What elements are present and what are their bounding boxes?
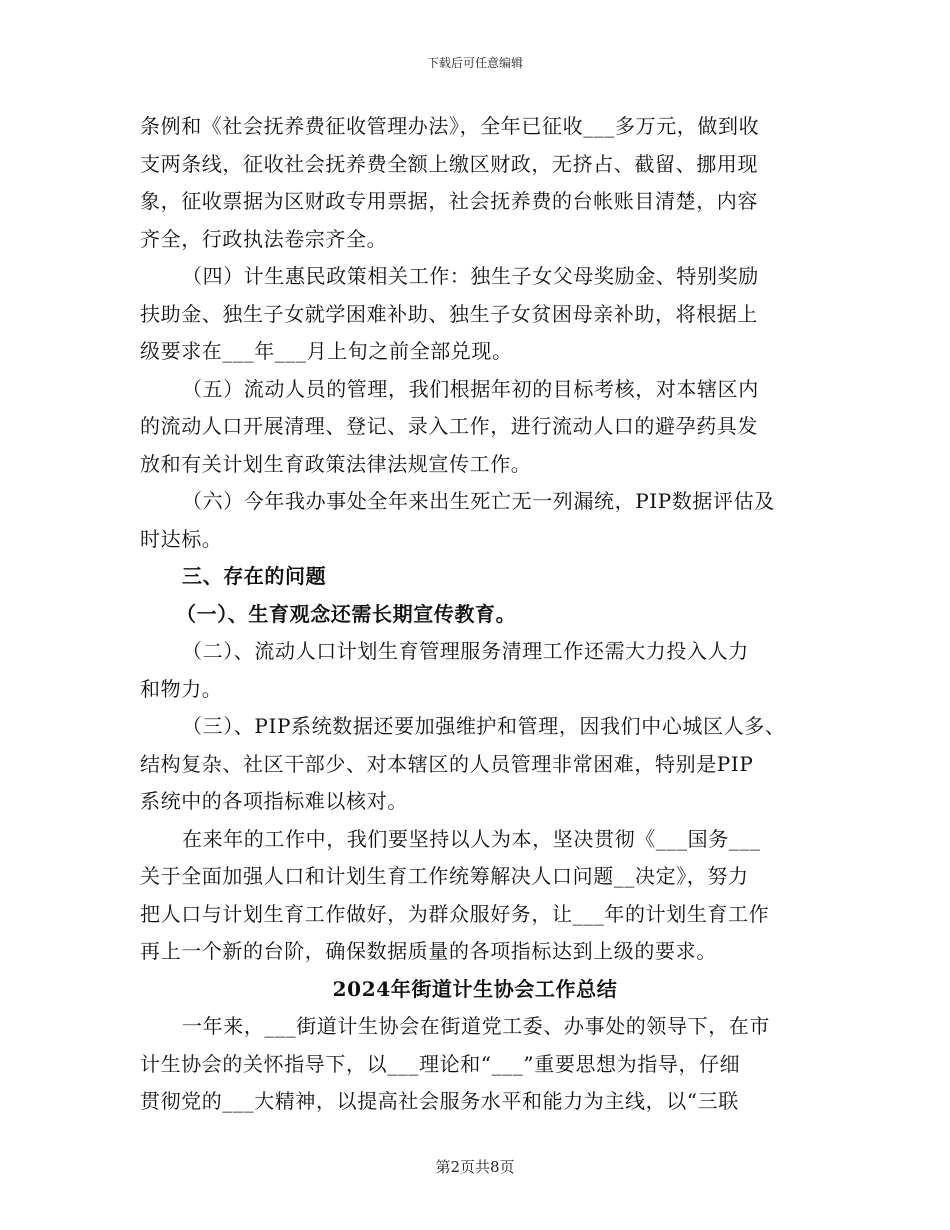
paragraph-line: 结构复杂、社区干部少、对本辖区的人员管理非常困难，特别是PIP	[140, 751, 754, 776]
section-heading: 三、存在的问题	[182, 564, 327, 588]
paragraph-line: 计生协会的关怀指导下，以___理论和“___”重要思想为指导，仔细	[140, 1051, 741, 1076]
paragraph-line: 齐全，行政执法卷宗齐全。	[140, 226, 388, 251]
paragraph-line: （二）、流动人口计划生育管理服务清理工作还需大力投入人力	[182, 639, 749, 663]
paragraph-line: 系统中的各项指标难以核对。	[140, 789, 408, 813]
document-body	[140, 108, 820, 1121]
paragraph-line: 把人口与计划生育工作做好，为群众服好务，让___年的计划生育工作	[140, 901, 770, 926]
paragraph-line: 再上一个新的台阶，确保数据质量的各项指标达到上级的要求。	[140, 939, 717, 963]
paragraph-line: 象，征收票据为区财政专用票据，社会抚养费的台帐账目清楚，内容	[140, 189, 758, 213]
paragraph-line: 级要求在___年___月上旬之前全部兑现。	[140, 339, 513, 363]
paragraph-line: （三）、PIP系统数据还要加强维护和管理，因我们中心城区人多、	[182, 714, 786, 738]
paragraph-line: 和物力。	[140, 676, 223, 701]
paragraph-line: 一年来，___街道计生协会在街道党工委、办事处的领导下，在市	[182, 1014, 770, 1038]
paragraph-line: 条例和《社会抚养费征收管理办法》，全年已征收___多万元，做到收	[140, 114, 760, 138]
paragraph-line: 放和有关计划生育政策法律法规宣传工作。	[140, 451, 532, 476]
paragraph-line: （六）今年我办事处全年来出生死亡无一列漏统，PIP数据评估及	[182, 489, 775, 513]
paragraph-line: 贯彻党的___大精神，以提高社会服务水平和能力为主线，以“三联	[140, 1089, 739, 1113]
paragraph-line: （四）计生惠民政策相关工作：独生子女父母奖励金、特别奖励	[182, 264, 759, 288]
paragraph-line: 支两条线，征收社会抚养费全额上缴区财政，无挤占、截留、挪用现	[140, 151, 758, 176]
document-title: 2024年街道计生协会工作总结	[332, 976, 618, 1001]
header-note: 下载后可任意编辑	[426, 56, 523, 70]
page-number: 第2页共8页	[435, 1158, 515, 1176]
paragraph-line: 的流动人口开展清理、登记、录入工作，进行流动人口的避孕药具发	[140, 414, 758, 438]
paragraph-line: 关于全面加强人口和计划生育工作统筹解决人口问题__决定》，努力	[140, 864, 749, 888]
paragraph-line: 时达标。	[140, 526, 223, 551]
paragraph-line: （五）流动人员的管理，我们根据年初的目标考核，对本辖区内	[182, 376, 759, 401]
subsection-heading: （一）、生育观念还需长期宣传教育。	[176, 601, 517, 626]
paragraph-line: 在来年的工作中，我们要坚持以人为本，坚决贯彻《___国务___	[182, 826, 761, 851]
paragraph-line: 扶助金、独生子女就学困难补助、独生子女贫困母亲补助，将根据上	[140, 301, 758, 326]
